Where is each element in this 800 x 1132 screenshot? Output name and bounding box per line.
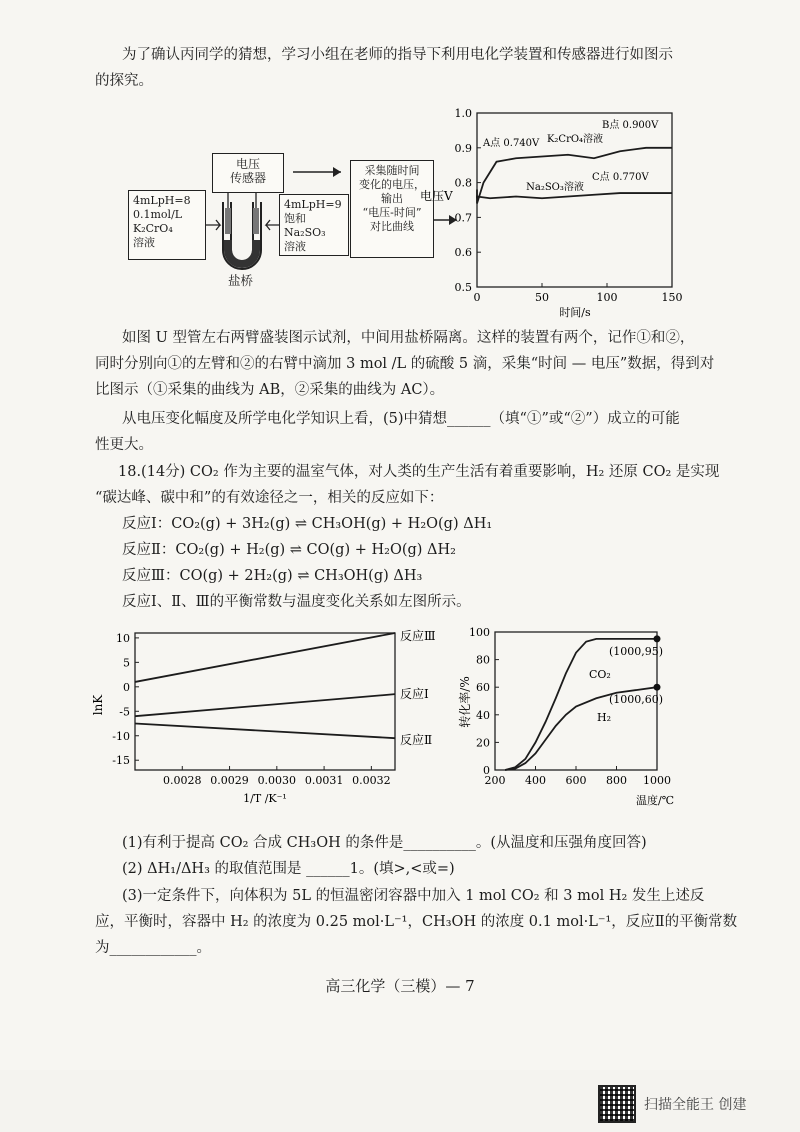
x-tick-label: 0.0032: [352, 774, 391, 787]
reaction-3: 反应Ⅲ：CO(g) + 2H₂(g) ⇌ CH₃OH(g) ΔH₃: [122, 568, 423, 584]
right-solution-line: 溶液: [284, 240, 306, 253]
x-tick-label: 150: [661, 291, 683, 304]
intro-line-1: 为了确认丙同学的猜想，学习小组在老师的指导下利用电化学装置和传感器进行如图示: [122, 47, 673, 63]
point-annotation: (1000,95): [609, 644, 664, 658]
x-tick-label: 600: [565, 774, 587, 787]
series-label: 反应Ⅰ: [400, 687, 429, 701]
series-label: 反应Ⅲ: [400, 629, 436, 643]
left-solution-line: 溶液: [133, 236, 155, 249]
annotation-c: C点 0.770V: [592, 172, 649, 183]
y-tick-label: -5: [119, 705, 130, 719]
left-solution-line: K₂CrO₄: [133, 222, 173, 235]
y-tick-label: 5: [123, 656, 130, 670]
voltage-time-chart: [400, 100, 700, 332]
intro-line-2: 的探究。: [95, 73, 153, 89]
sensor-label-1: 电压: [235, 157, 260, 171]
conversion-chart: [455, 622, 700, 817]
y-axis-label: lnK: [91, 694, 105, 716]
reaction-2: 反应Ⅱ：CO₂(g) + H₂(g) ⇌ CO(g) + H₂O(g) ΔH₂: [122, 542, 456, 558]
x-tick-label: 0.0028: [163, 774, 202, 787]
y-axis-label: 电压V: [420, 189, 453, 203]
question-3-line-1: (3)一定条件下，向体积为 5L 的恒温密闭容器中加入 1 mol CO₂ 和 3 mol H₂ 发生上述反: [122, 888, 705, 904]
output-line: 对比曲线: [370, 220, 414, 233]
left-solution-line: 0.1mol/L: [133, 208, 183, 221]
series-line: [135, 724, 395, 739]
data-point: [654, 684, 661, 691]
x-tick-label: 0.0030: [257, 774, 297, 787]
annotation-b: B点 0.900V: [602, 120, 659, 131]
lnk-chart: [90, 620, 450, 815]
q18-line-2: “碳达峰、碳中和”的有效途径之一，相关的反应如下：: [95, 490, 444, 506]
x-tick-label: 800: [606, 774, 627, 787]
plot-frame: [135, 633, 395, 770]
scanner-text: 扫描全能王 创建: [644, 1097, 747, 1113]
x-tick-label: 400: [525, 774, 546, 787]
y-tick-label: 0: [123, 680, 130, 694]
para1-line-2: 同时分别向①的左臂和②的右臂中滴加 3 mol /L 的硫酸 5 滴，采集“时间 — 电压”数据，得到对: [95, 356, 715, 372]
page-footer-title: 高三化学（三模）— 7: [325, 977, 475, 995]
para2-line-2: 性更大。: [95, 437, 153, 453]
y-tick-label: 0.6: [454, 246, 472, 260]
y-tick-label: 20: [476, 736, 490, 750]
para1-line-3: 比图示（①采集的曲线为 AB，②采集的曲线为 AC）。: [95, 382, 445, 398]
series-label: CO₂: [589, 668, 611, 681]
output-line: 采集随时间: [364, 164, 420, 177]
left-solution-line: 4mLpH=8: [133, 194, 191, 207]
right-solution-line: 饱和: [284, 212, 306, 225]
x-tick-label: 200: [484, 774, 506, 787]
point-annotation: (1000,60): [609, 693, 664, 707]
salt-bridge-label: 盐桥: [228, 273, 254, 288]
x-tick-label: 0: [473, 291, 481, 304]
y-tick-label: 40: [476, 708, 490, 722]
series-line: [135, 633, 395, 682]
y-tick-label: 0: [483, 764, 490, 777]
x-tick-label: 100: [596, 291, 618, 304]
para2-line-1: 从电压变化幅度及所学电化学知识上看，(5)中猜想______（填“①”或“②”）成立的可能: [122, 411, 680, 427]
series-label: Na₂SO₃溶液: [526, 182, 584, 193]
y-tick-label: 0.8: [454, 176, 472, 190]
sensor-label-2: 传感器: [229, 171, 266, 185]
y-tick-label: 60: [476, 681, 490, 695]
reaction-1: 反应Ⅰ：CO₂(g) + 3H₂(g) ⇌ CH₃OH(g) + H₂O(g) ΔH₁: [122, 516, 493, 532]
x-tick-label: 50: [535, 291, 549, 304]
x-tick-label: 0.0031: [304, 774, 344, 787]
question-1: (1)有利于提高 CO₂ 合成 CH₃OH 的条件是__________。(从温度和压强角度回答): [122, 835, 647, 851]
question-3-line-2: 应，平衡时，容器中 H₂ 的浓度为 0.25 mol·L⁻¹，CH₃OH 的浓度 0.1 mol·L⁻¹，反应Ⅱ的平衡常数: [95, 914, 738, 930]
y-tick-label: 10: [116, 631, 130, 645]
series-line: [135, 694, 395, 716]
output-line: 变化的电压，: [359, 178, 425, 191]
question-3-line-3: 为____________。: [95, 940, 211, 956]
y-tick-label: 80: [476, 653, 490, 667]
x-axis-label: 1/T /K⁻¹: [243, 792, 287, 805]
x-tick-label: 1000: [643, 774, 671, 787]
y-tick-label: 100: [469, 626, 490, 639]
question-2: (2) ΔH₁/ΔH₃ 的取值范围是 ______1。(填>,<或=): [122, 861, 455, 877]
q18-line-1: 18.(14分) CO₂ 作为主要的温室气体，对人类的生产生活有着重要影响，H₂ 还原 CO₂ 是实现: [118, 464, 720, 480]
y-tick-label: -10: [112, 729, 130, 743]
x-axis-label: 时间/s: [559, 306, 591, 319]
y-tick-label: -15: [112, 754, 130, 768]
right-solution-line: Na₂SO₃: [284, 226, 326, 239]
series-line: [477, 193, 672, 198]
q18-line-3: 反应Ⅰ、Ⅱ、Ⅲ的平衡常数与温度变化关系如左图所示。: [122, 594, 471, 610]
y-tick-label: 0.9: [454, 141, 472, 155]
y-tick-label: 1.0: [454, 107, 472, 120]
y-tick-label: 0.5: [454, 281, 472, 294]
output-line: “电压-时间”: [362, 206, 422, 219]
series-label: H₂: [597, 711, 612, 724]
x-axis-label: 温度/℃: [635, 794, 675, 807]
scanner-watermark: [598, 1085, 746, 1123]
right-solution-line: 4mLpH=9: [284, 198, 342, 211]
series-label: K₂CrO₄溶液: [546, 134, 604, 145]
qr-code-icon: [598, 1085, 636, 1123]
x-tick-label: 0.0029: [210, 774, 249, 787]
data-point: [654, 635, 661, 642]
para1-line-1: 如图 U 型管左右两臂盛装图示试剂，中间用盐桥隔离。这样的装置有两个，记作①和②，: [122, 330, 695, 346]
series-label: 反应Ⅱ: [400, 733, 433, 747]
annotation-a: A点 0.740V: [483, 138, 540, 149]
y-axis-label: 转化率/%: [458, 676, 472, 728]
y-tick-label: 0.7: [454, 211, 472, 225]
output-line: 输出: [381, 192, 403, 205]
